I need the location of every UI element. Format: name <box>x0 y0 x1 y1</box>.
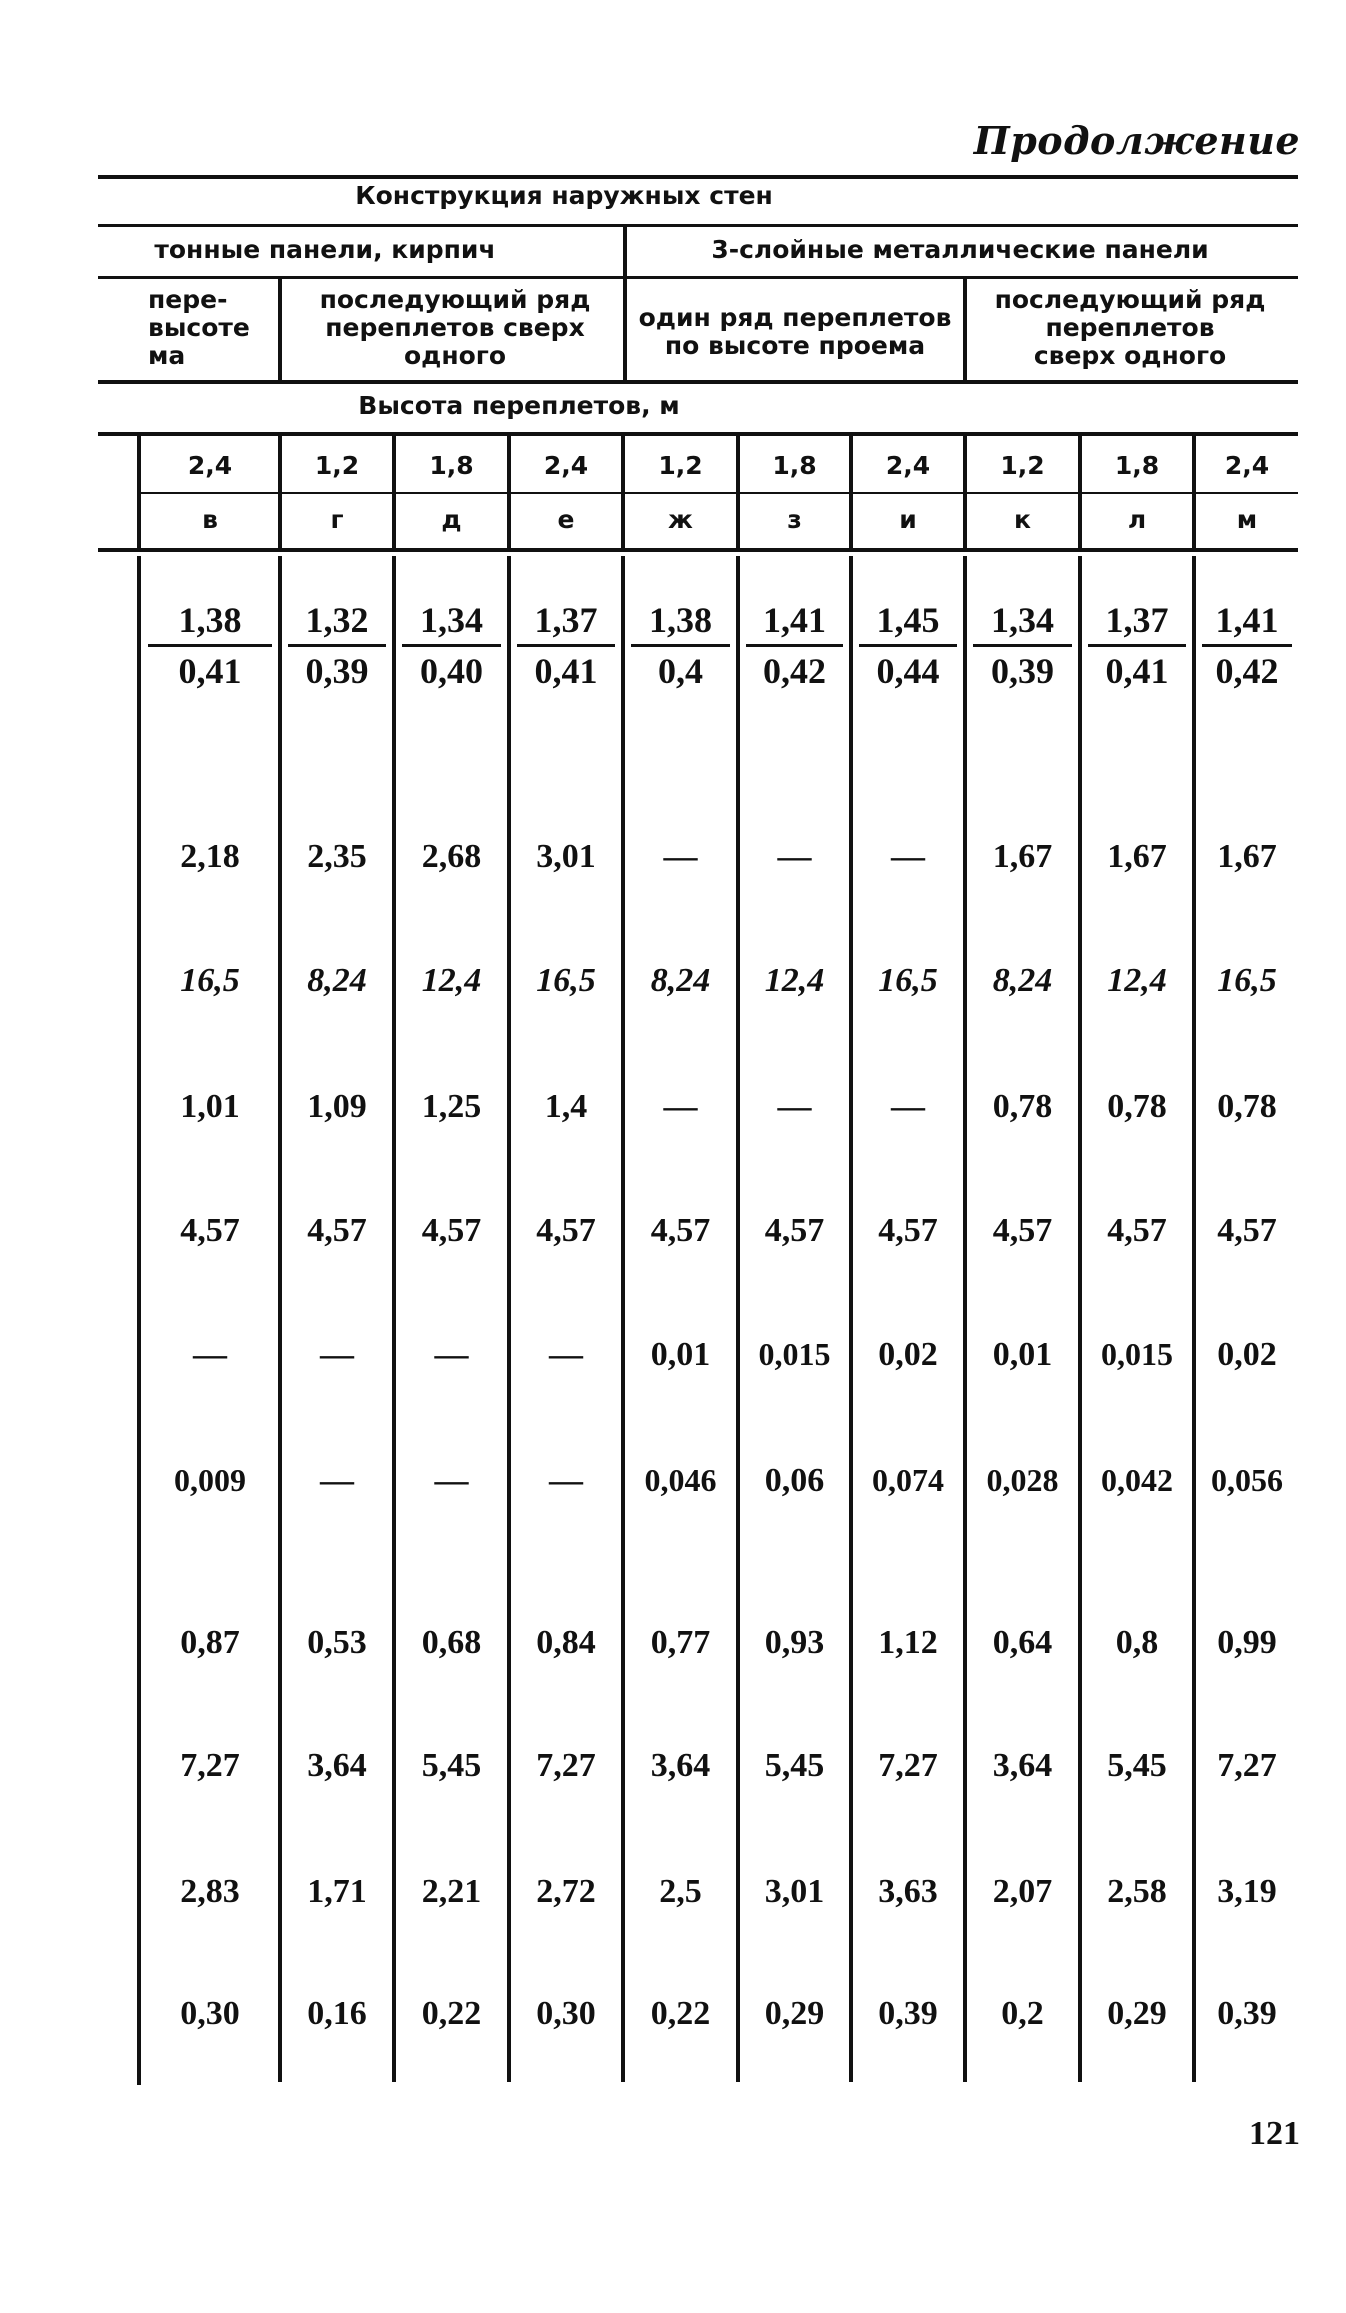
table-cell: 5,45 <box>421 1747 482 1784</box>
table-cell: 12,4 <box>421 962 482 999</box>
table-cell: — <box>434 1336 469 1373</box>
fraction-bar <box>288 644 386 647</box>
table-cell: 2,21 <box>421 1873 482 1910</box>
table-cell: 0,8 <box>1115 1624 1159 1661</box>
height-value: 1,8 <box>772 451 817 480</box>
table-cell: 8,24 <box>992 962 1053 999</box>
height-value: 2,4 <box>187 451 233 480</box>
column-letter: е <box>557 505 575 534</box>
fraction-cell <box>1080 598 1194 693</box>
table-cell: 0,046 <box>644 1462 717 1498</box>
column-line-body <box>849 556 853 2082</box>
fraction-bar <box>1202 644 1292 647</box>
table-cell: 0,22 <box>650 1995 711 2032</box>
table-cell: 2,68 <box>421 838 482 875</box>
column-letter: г <box>330 505 344 534</box>
table-cell: 2,35 <box>307 838 367 875</box>
height-label: Высота переплетов, м <box>358 391 680 420</box>
fraction-bar <box>746 644 843 647</box>
table-cell: — <box>777 1088 812 1125</box>
column-letter: л <box>1127 505 1147 534</box>
table-cell: 4,57 <box>1107 1212 1167 1249</box>
column-line-header <box>507 436 511 550</box>
table-cell: — <box>777 838 812 875</box>
column-line-body <box>1192 556 1196 2082</box>
table-cell: 8,24 <box>307 962 367 999</box>
table-cell: 7,27 <box>1217 1747 1277 1784</box>
column-letter: з <box>787 505 802 534</box>
column-line-body <box>137 556 141 2085</box>
table-cell: — <box>663 838 698 875</box>
rule-groups <box>98 224 1298 227</box>
table-cell: 0,93 <box>764 1624 825 1661</box>
table-cell: — <box>663 1088 698 1125</box>
fraction-cell <box>623 598 738 693</box>
column-line-body <box>392 556 396 2082</box>
column-line-body <box>963 556 967 2082</box>
fraction-denominator: 0,44 <box>876 651 940 691</box>
column-line-body <box>736 556 740 2082</box>
fraction-numerator: 1,45 <box>876 600 940 640</box>
column-line-body <box>507 556 511 2082</box>
table-cell: — <box>434 1462 469 1499</box>
table-cell: 0,99 <box>1217 1624 1277 1661</box>
fraction-numerator: 1,41 <box>763 600 826 640</box>
table-cell: 0,22 <box>421 1995 482 2032</box>
column-letter: в <box>202 505 218 534</box>
table-cell: 16,5 <box>1217 962 1277 999</box>
table-cell: 4,57 <box>992 1212 1053 1249</box>
fraction-cell <box>140 598 280 693</box>
fraction-cell <box>1194 598 1300 693</box>
column-line-header <box>736 436 740 550</box>
table-cell: 0,009 <box>174 1462 246 1498</box>
fraction-denominator: 0,41 <box>178 651 242 691</box>
table-cell: 7,27 <box>536 1747 596 1784</box>
fraction-cell <box>280 598 394 693</box>
column-letter: и <box>899 505 917 534</box>
table-cell: 4,57 <box>650 1212 711 1249</box>
table-cell: — <box>549 1462 583 1499</box>
fraction-cell <box>965 598 1080 693</box>
table-cell: 0,39 <box>878 1995 938 2032</box>
table-cell: 0,042 <box>1101 1462 1173 1498</box>
rule-top <box>98 175 1298 179</box>
column-letter: ж <box>668 505 693 534</box>
fraction-cell <box>509 598 623 693</box>
fraction-numerator: 1,38 <box>649 600 712 640</box>
table-cell: 12,4 <box>1107 962 1167 999</box>
fraction-denominator: 0,39 <box>991 651 1054 691</box>
table-cell: 0,68 <box>421 1624 482 1661</box>
table-cell: 12,4 <box>764 962 825 999</box>
group-right-title: 3-слойные металлические панели <box>711 235 1209 264</box>
table-cell: 8,24 <box>650 962 711 999</box>
table-cell: 0,29 <box>764 1995 825 2032</box>
table-cell: 1,67 <box>1217 838 1277 875</box>
continuation-label: Продолжение <box>973 118 1300 163</box>
table-cell: 1,25 <box>421 1088 482 1125</box>
column-letter: м <box>1236 505 1258 534</box>
table-cell: 1,67 <box>1107 838 1167 875</box>
fraction-bar <box>973 644 1072 647</box>
column-letter: д <box>441 505 462 534</box>
table-cell: 1,67 <box>992 838 1053 875</box>
column-line-header <box>963 436 967 550</box>
table-cell: 0,074 <box>872 1462 944 1498</box>
table-cell: 0,01 <box>650 1336 711 1373</box>
height-value: 1,8 <box>429 451 474 480</box>
table-cell: 5,45 <box>1107 1747 1167 1784</box>
table-cell: 0,29 <box>1107 1995 1167 2032</box>
fraction-cell <box>394 598 509 693</box>
table-cell: 2,18 <box>180 838 240 875</box>
table-cell: 0,30 <box>536 1995 596 2032</box>
sub-left-1: пере- высоте ма <box>148 285 250 370</box>
group-left-title: тонные панели, кирпич <box>154 235 496 264</box>
column-line-body <box>621 556 625 2082</box>
sep-right-subs <box>963 278 967 382</box>
table-cell: 4,57 <box>180 1212 240 1249</box>
height-value: 2,4 <box>543 451 589 480</box>
table-cell: 1,71 <box>307 1873 367 1910</box>
table-cell: 16,5 <box>180 962 240 999</box>
column-line-body <box>278 556 282 2082</box>
fraction-numerator: 1,38 <box>178 600 242 640</box>
table-cell: 2,83 <box>180 1873 240 1910</box>
table-cell: 0,84 <box>536 1624 596 1661</box>
table-cell: 0,77 <box>650 1624 711 1661</box>
sub-right-2: последующий ряд переплетов сверх одного <box>994 285 1266 370</box>
column-line-header <box>1078 436 1082 550</box>
column-line-header <box>392 436 396 550</box>
table-cell: 0,78 <box>1107 1088 1167 1125</box>
table-cell: 3,64 <box>992 1747 1053 1784</box>
fraction-cell <box>738 598 851 693</box>
height-value: 1,2 <box>658 451 703 480</box>
table-cell: — <box>320 1336 354 1373</box>
sub-right-1: один ряд переплетов по высоте проема <box>638 303 952 360</box>
table-cell: 0,02 <box>878 1336 938 1373</box>
table-cell: 3,64 <box>307 1747 367 1784</box>
table-cell: 4,57 <box>421 1212 482 1249</box>
fraction-bar <box>631 644 730 647</box>
column-line-header <box>1192 436 1196 550</box>
height-value: 1,2 <box>1000 451 1045 480</box>
table-cell: 3,01 <box>764 1873 825 1910</box>
table-cell: 16,5 <box>536 962 596 999</box>
table-cell: 0,16 <box>307 1995 367 2032</box>
table-cell: 1,12 <box>878 1624 938 1661</box>
fraction-denominator: 0,40 <box>420 651 483 691</box>
fraction-bar <box>402 644 501 647</box>
table-cell: 0,30 <box>180 1995 240 2032</box>
sub-left-2: последующий ряд переплетов сверх одного <box>319 285 591 370</box>
table-cell: 2,07 <box>992 1873 1053 1910</box>
table-cell: 5,45 <box>764 1747 825 1784</box>
table-cell: 0,02 <box>1217 1336 1277 1373</box>
table-cell: 0,39 <box>1217 1995 1277 2032</box>
table-cell: 4,57 <box>307 1212 367 1249</box>
fraction-denominator: 0,42 <box>763 651 826 691</box>
table-cell: 2,5 <box>659 1873 702 1910</box>
table-cell: 1,4 <box>544 1088 588 1125</box>
table-cell: 2,58 <box>1107 1873 1167 1910</box>
height-value: 2,4 <box>1224 451 1270 480</box>
fraction-numerator: 1,41 <box>1215 600 1279 640</box>
fraction-numerator: 1,34 <box>991 600 1054 640</box>
table-cell: 0,06 <box>764 1462 825 1499</box>
construction-title: Конструкция наружных стен <box>355 181 773 210</box>
table-cell: 4,57 <box>1217 1212 1277 1249</box>
sep-left-subs <box>278 278 282 382</box>
table-cell: 3,19 <box>1217 1873 1277 1910</box>
table-cell: 0,01 <box>992 1336 1053 1373</box>
fraction-numerator: 1,32 <box>305 600 369 640</box>
column-line-header <box>278 436 282 550</box>
table-cell: 1,01 <box>180 1088 240 1125</box>
table-cell: 3,63 <box>878 1873 938 1910</box>
table-cell: 0,53 <box>307 1624 367 1661</box>
fraction-denominator: 0,39 <box>305 651 369 691</box>
table-cell: 1,09 <box>307 1088 367 1125</box>
table-cell: 7,27 <box>878 1747 938 1784</box>
column-line-header <box>137 436 141 550</box>
column-line-header <box>621 436 625 550</box>
table-cell: 3,01 <box>536 838 596 875</box>
table-cell: 4,57 <box>764 1212 825 1249</box>
table-cell: 0,028 <box>986 1462 1059 1498</box>
sep-groups <box>623 226 627 382</box>
table-cell: 7,27 <box>180 1747 240 1784</box>
fraction-bar <box>859 644 957 647</box>
fraction-denominator: 0,41 <box>534 651 598 691</box>
rule-heights-bottom <box>140 492 1298 494</box>
fraction-numerator: 1,34 <box>420 600 483 640</box>
table-cell: 0,78 <box>992 1088 1053 1125</box>
table-cell: 0,87 <box>180 1624 240 1661</box>
table-cell: — <box>193 1336 227 1373</box>
table-cell: 2,72 <box>536 1873 596 1910</box>
fraction-cell <box>851 598 965 693</box>
height-value: 2,4 <box>885 451 931 480</box>
table-cell: — <box>549 1336 583 1373</box>
table-cell: — <box>891 1088 925 1125</box>
table-cell: — <box>891 838 925 875</box>
table-cell: 4,57 <box>536 1212 596 1249</box>
fraction-numerator: 1,37 <box>534 600 598 640</box>
table-cell: 0,78 <box>1217 1088 1277 1125</box>
table-cell: 0,056 <box>1211 1462 1283 1498</box>
page-number: 121 <box>1249 2115 1300 2152</box>
table-cell: — <box>320 1462 354 1499</box>
fraction-denominator: 0,4 <box>658 651 703 691</box>
fraction-bar <box>517 644 615 647</box>
table-cell: 0,64 <box>992 1624 1053 1661</box>
column-letter: к <box>1014 505 1031 534</box>
fraction-denominator: 0,41 <box>1105 651 1169 691</box>
table-cell: 4,57 <box>878 1212 938 1249</box>
height-value: 1,8 <box>1114 451 1160 480</box>
table-cell: 0,015 <box>1101 1336 1173 1372</box>
table-cell: 16,5 <box>878 962 938 999</box>
table-cell: 0,2 <box>1001 1995 1044 2032</box>
fraction-bar <box>1088 644 1186 647</box>
table-cell: 0,015 <box>758 1336 831 1372</box>
column-line-header <box>849 436 853 550</box>
height-value: 1,2 <box>314 451 360 480</box>
fraction-numerator: 1,37 <box>1105 600 1169 640</box>
fraction-denominator: 0,42 <box>1215 651 1279 691</box>
table-cell: 3,64 <box>650 1747 711 1784</box>
fraction-bar <box>148 644 272 647</box>
column-line-body <box>1078 556 1082 2082</box>
